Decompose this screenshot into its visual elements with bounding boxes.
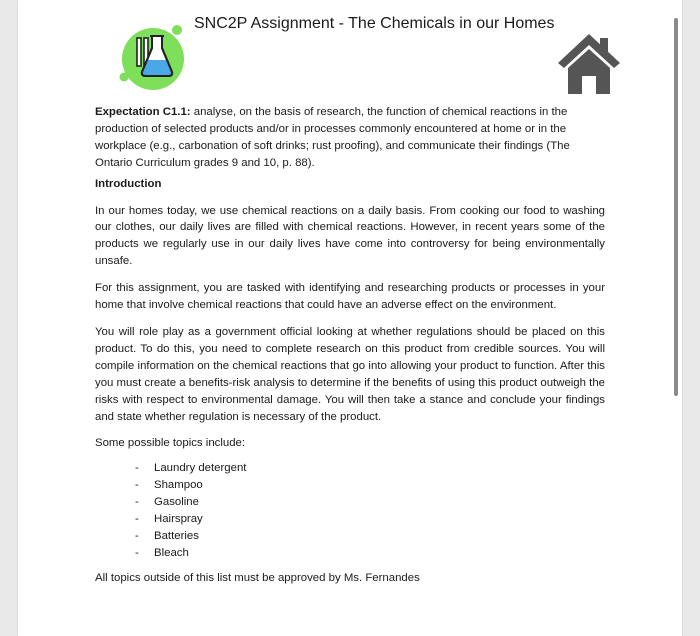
list-item <box>95 477 605 494</box>
expectation-label: Expectation C1.1: <box>95 106 191 118</box>
paragraph-1: In our homes today, we use chemical reactions on a daily basis. From cooking our food to washing our clothes, our daily lives are filled with chemical reactions. However, in recent years some of the products we regularly use in our daily lives have come into controversy for being environmentally unsafe. <box>95 204 605 268</box>
topics-intro: Some possible topics include: <box>95 437 246 450</box>
paragraph-2: For this assignment, you are tasked with identifying and researching products or processes in your home that involve chemical reactions that could have an adverse effect on the environment. <box>95 282 605 312</box>
list-item <box>95 545 605 562</box>
house-icon <box>556 32 622 96</box>
list-item <box>95 494 605 511</box>
science-flask-icon <box>118 22 186 90</box>
list-item-label: Laundry detergent <box>154 462 247 475</box>
list-item-label: Shampoo <box>154 479 203 492</box>
intro-heading: Introduction <box>95 177 162 190</box>
list-item-label: Bleach <box>154 547 189 560</box>
paragraph-3: You will role play as a government official looking at whether regulations should be placed on this product. To do this, you need to complete research on this product from credible sources. You will compile information on the chemical reactions that go into allowing your product to function. After this you must create a benefits-risk analysis to determine if the benefits of using this product outweigh the risks with respect to environmental damage. You will then take a stance and conclude your findings and state whether regulation is necessary of the product. <box>95 325 605 423</box>
list-item-label: Hairspray <box>154 513 203 526</box>
list-marker: - <box>135 547 139 560</box>
expectation-text: analyse, on the basis of research, the function of chemical reactions in the production of selected products and/or in processes commonly encountered at home or in the workplace (e.g., carbonation of soft drinks; rust proofing), and communicate their findings (The Ontario Curriculum grades 9 and 10, p. 88). <box>95 106 570 169</box>
scrollbar[interactable] <box>674 18 678 396</box>
expectation-paragraph <box>95 104 605 172</box>
list-marker: - <box>135 496 139 509</box>
closing-note: All topics outside of this list must be approved by Ms. Fernandes <box>95 572 420 585</box>
list-item <box>95 528 605 545</box>
list-marker: - <box>135 479 139 492</box>
list-marker: - <box>135 462 139 475</box>
list-marker: - <box>135 530 139 543</box>
document-title: SNC2P Assignment - The Chemicals in our Homes <box>194 15 555 32</box>
document-body <box>95 104 605 587</box>
list-marker: - <box>135 513 139 526</box>
list-item-label: Gasoline <box>154 496 199 509</box>
list-item <box>95 460 605 477</box>
list-item <box>95 511 605 528</box>
topics-list <box>95 460 605 562</box>
list-item-label: Batteries <box>154 530 199 543</box>
